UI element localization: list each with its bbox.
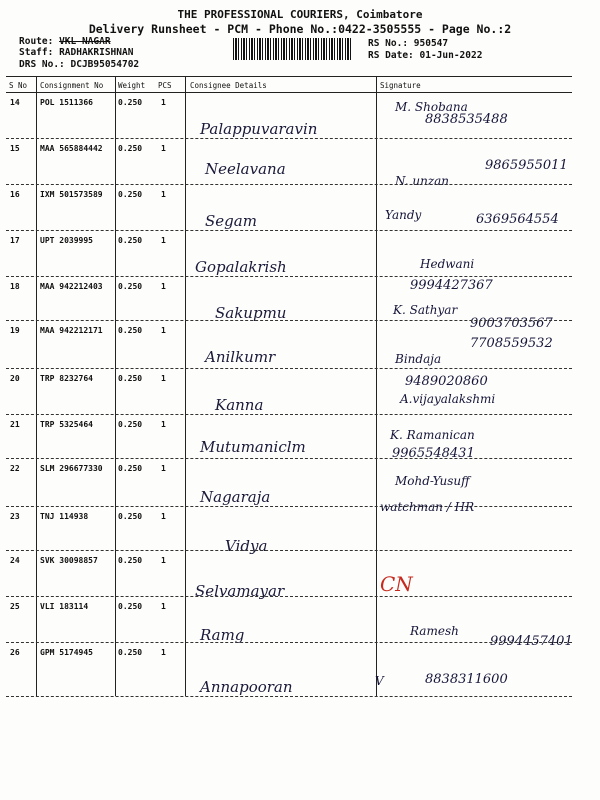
row-pcs: 1 — [161, 374, 166, 383]
rs-date-value: 01-Jun-2022 — [419, 50, 483, 61]
staff-value: RADHAKRISHNAN — [59, 47, 134, 58]
consignee-name-handwritten: Anilkumr — [205, 348, 276, 366]
row-sno: 23 — [10, 512, 20, 521]
row-weight: 0.250 — [118, 236, 143, 245]
signature-phone-handwritten: 9489020860 — [405, 374, 488, 389]
staff-label: Staff: — [19, 47, 54, 58]
signature-handwritten: Yandy — [385, 208, 422, 222]
col-header-signature: Signature — [380, 81, 421, 90]
document-title: THE PROFESSIONAL COURIERS, Coimbatore — [177, 8, 423, 21]
row-consignment-no: TRP 8232764 — [40, 374, 93, 383]
row-sno: 18 — [10, 282, 20, 291]
row-separator — [6, 320, 572, 321]
consignee-name-handwritten: Palappuvaravin — [200, 120, 318, 138]
col-divider — [185, 76, 186, 696]
row-pcs: 1 — [161, 512, 166, 521]
row-separator — [6, 138, 572, 139]
signature-phone-handwritten: 9865955011 — [485, 158, 568, 173]
row-separator — [6, 230, 572, 231]
row-weight: 0.250 — [118, 420, 143, 429]
row-separator — [6, 506, 572, 507]
row-sno: 17 — [10, 236, 20, 245]
consignee-name-handwritten: Neelavana — [205, 160, 286, 178]
col-divider — [36, 76, 37, 696]
row-sno: 21 — [10, 420, 20, 429]
rs-date-field — [368, 50, 482, 61]
row-pcs: 1 — [161, 236, 166, 245]
col-header-consignment: Consignment No — [40, 81, 104, 90]
row-weight: 0.250 — [118, 648, 143, 657]
row-consignment-no: IXM 501573589 — [40, 190, 103, 199]
row-separator — [6, 550, 572, 551]
consignee-name-handwritten: Ramg — [200, 626, 245, 644]
row-sno: 26 — [10, 648, 20, 657]
table-header-border — [6, 92, 572, 93]
consignee-name-handwritten: Sakupmu — [215, 304, 287, 322]
row-weight: 0.250 — [118, 464, 143, 473]
drs-value: DCJB95054702 — [70, 59, 140, 70]
row-weight: 0.250 — [118, 556, 143, 565]
row-weight: 0.250 — [118, 282, 143, 291]
row-consignment-no: UPT 2039995 — [40, 236, 93, 245]
rs-no-field — [368, 38, 448, 49]
row-pcs: 1 — [161, 282, 166, 291]
signature-phone-handwritten: 9994427367 — [410, 278, 493, 293]
row-weight: 0.250 — [118, 512, 143, 521]
row-pcs: 1 — [161, 326, 166, 335]
row-sno: 20 — [10, 374, 20, 383]
row-pcs: 1 — [161, 144, 166, 153]
row-separator — [6, 596, 572, 597]
row-consignment-no: VLI 183114 — [40, 602, 89, 611]
row-sno: 16 — [10, 190, 20, 199]
row-weight: 0.250 — [118, 374, 143, 383]
signature-phone-handwritten: 8838535488 — [425, 112, 508, 127]
col-divider — [376, 76, 377, 696]
consignee-name-handwritten: Vidya — [225, 537, 268, 555]
row-pcs: 1 — [161, 420, 166, 429]
signature-handwritten: N. unzan — [395, 174, 450, 188]
consignee-name-handwritten: Segam — [205, 212, 257, 230]
signature-handwritten: A.vijayalakshmi — [400, 392, 496, 406]
signature-handwritten: M. Shobana — [395, 100, 468, 114]
signature-handwritten: CN — [380, 572, 413, 596]
signature-handwritten: Mohd-Yusuff — [395, 474, 470, 488]
row-separator — [6, 368, 572, 369]
col-header-pcs: PCS — [158, 81, 172, 90]
rs-no-value: 950547 — [413, 38, 449, 49]
row-separator — [6, 642, 572, 643]
signature-handwritten: Ramesh — [410, 624, 459, 638]
table-top-border — [6, 76, 572, 77]
signature-phone-handwritten: 9994457401 — [490, 634, 573, 649]
row-separator — [6, 276, 572, 277]
col-divider — [115, 76, 116, 696]
row-consignment-no: MAA 942212171 — [40, 326, 103, 335]
row-pcs: 1 — [161, 98, 166, 107]
row-consignment-no: SLM 296677330 — [40, 464, 103, 473]
drs-field — [19, 59, 139, 70]
consignee-name-handwritten: Gopalakrish — [195, 258, 287, 276]
route-value: VKL NAGAR — [59, 36, 111, 47]
route-label: Route: — [19, 36, 54, 47]
row-consignment-no: MAA 565884442 — [40, 144, 103, 153]
consignee-name-handwritten: Nagaraja — [200, 488, 271, 506]
document-subtitle: Delivery Runsheet - PCM - Phone No.:0422-3505555 - Page No.:2 — [88, 22, 512, 36]
row-separator — [6, 458, 572, 459]
signature-phone-handwritten: 8838311600 — [425, 672, 508, 687]
signature-handwritten: Hedwani — [420, 257, 475, 271]
rs-date-label: RS Date: — [368, 50, 414, 61]
row-pcs: 1 — [161, 190, 166, 199]
row-separator — [6, 414, 572, 415]
signature-handwritten: K. Sathyar — [393, 303, 458, 317]
row-pcs: 1 — [161, 556, 166, 565]
row-pcs: 1 — [161, 648, 166, 657]
signature-phone-handwritten: 7708559532 — [470, 336, 553, 351]
col-header-sno: S No — [9, 81, 28, 90]
row-sno: 22 — [10, 464, 20, 473]
signature-handwritten: K. Ramanican — [390, 428, 475, 442]
row-consignment-no: TRP 5325464 — [40, 420, 93, 429]
signature-handwritten: V — [375, 674, 384, 688]
row-sno: 14 — [10, 98, 20, 107]
row-weight: 0.250 — [118, 144, 143, 153]
consignee-name-handwritten: Kanna — [215, 396, 264, 414]
signature-phone-handwritten: 9003703567 — [470, 316, 553, 331]
row-separator — [6, 696, 572, 697]
col-header-consignee: Consignee Details — [190, 81, 267, 90]
route-field — [19, 36, 111, 47]
row-consignment-no: POL 1511366 — [40, 98, 93, 107]
row-consignment-no: GPM 5174945 — [40, 648, 93, 657]
consignee-name-handwritten: Selvamayar — [195, 582, 285, 600]
row-weight: 0.250 — [118, 326, 143, 335]
row-pcs: 1 — [161, 602, 166, 611]
row-consignment-no: TNJ 114938 — [40, 512, 89, 521]
row-consignment-no: SVK 30098857 — [40, 556, 98, 565]
row-sno: 25 — [10, 602, 20, 611]
row-sno: 19 — [10, 326, 20, 335]
col-header-weight: Weight — [118, 81, 146, 90]
row-consignment-no: MAA 942212403 — [40, 282, 103, 291]
signature-phone-handwritten: 9965548431 — [392, 446, 475, 461]
rs-no-label: RS No.: — [368, 38, 409, 49]
barcode-image — [233, 38, 351, 60]
signature-phone-handwritten: 6369564554 — [476, 212, 559, 227]
row-weight: 0.250 — [118, 190, 143, 199]
signature-handwritten: watchman / HR — [380, 500, 475, 514]
row-sno: 15 — [10, 144, 20, 153]
drs-label: DRS No.: — [19, 59, 65, 70]
row-sno: 24 — [10, 556, 20, 565]
row-pcs: 1 — [161, 464, 166, 473]
row-separator — [6, 184, 572, 185]
signature-handwritten: Bindaja — [395, 352, 442, 366]
row-weight: 0.250 — [118, 602, 143, 611]
row-weight: 0.250 — [118, 98, 143, 107]
staff-field — [19, 47, 133, 58]
consignee-name-handwritten: Mutumaniclm — [200, 438, 306, 456]
consignee-name-handwritten: Annapooran — [200, 678, 293, 696]
